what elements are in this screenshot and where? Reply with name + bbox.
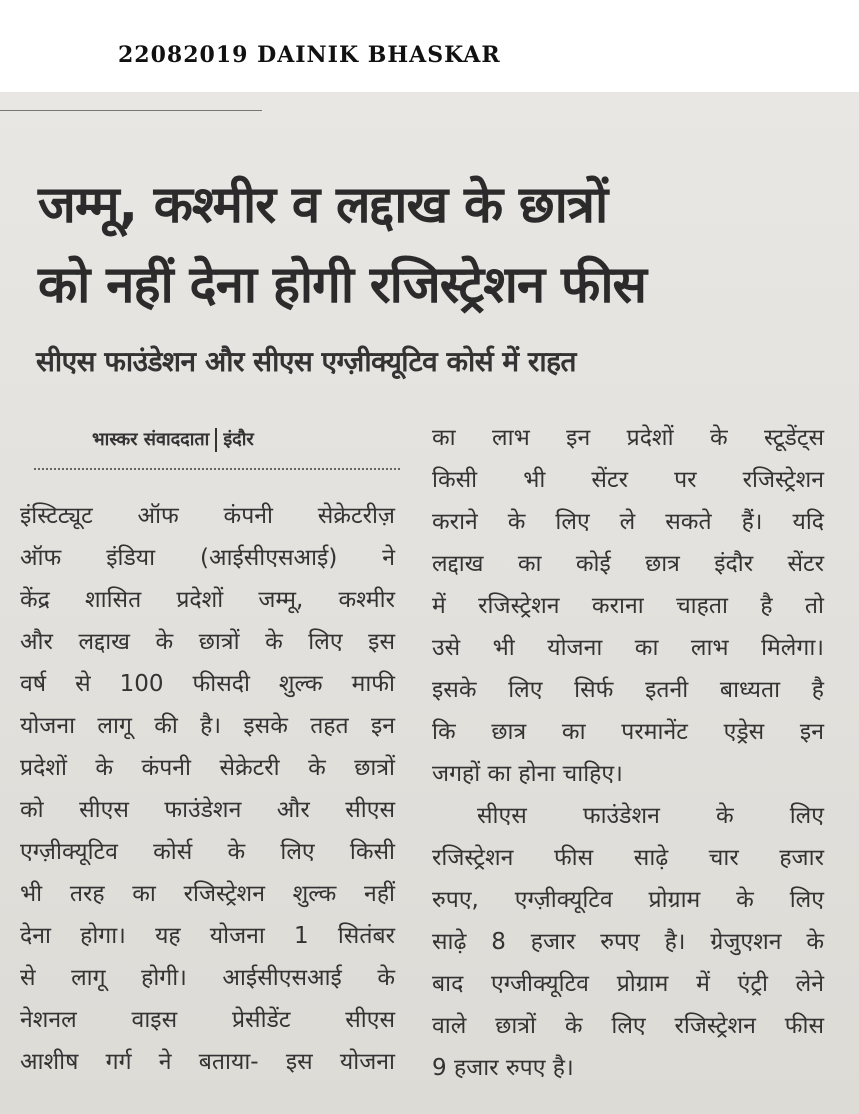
headline-line-2: को नहीं देना होगी रजिस्ट्रेशन फीस xyxy=(38,256,647,315)
column-1-line: भी तरह का रजिस्ट्रेशन शुल्क नहीं xyxy=(20,881,395,907)
column-2-line: लद्दाख का कोई छात्र इंदौर सेंटर xyxy=(432,551,824,577)
column-1-line: और लद्दाख के छात्रों के लिए इस xyxy=(20,629,395,655)
column-1-line: से लागू होगी। आईसीएसआई के xyxy=(20,965,395,991)
source-caption: 22082019 DAINIK BHASKAR xyxy=(118,42,501,68)
article-column-2 xyxy=(432,417,824,1089)
column-2-line: बाद एग्जीक्यूटिव प्रोग्राम में एंट्री लेने xyxy=(432,971,824,997)
column-2-line: कि छात्र का परमानेंट एड्रेस इन xyxy=(432,719,824,745)
city: इंदौर xyxy=(223,429,254,450)
column-2-line: जगहों का होना चाहिए। xyxy=(432,761,623,787)
headline-line-1: जम्मू, कश्मीर व लद्दाख के छात्रों xyxy=(38,176,608,235)
column-1-line: केंद्र शासित प्रदेशों जम्मू, कश्मीर xyxy=(20,587,395,613)
byline-separator xyxy=(215,428,217,452)
column-2-line: साढ़े 8 हजार रुपए है। ग्रेजुएशन के xyxy=(432,929,824,955)
column-2-line: कराने के लिए ले सकते हैं। यदि xyxy=(432,509,824,535)
article-column-1 xyxy=(20,495,395,1083)
column-1-line: देना होगा। यह योजना 1 सितंबर xyxy=(20,923,395,949)
column-1-line: एग्ज़ीक्यूटिव कोर्स के लिए किसी xyxy=(20,839,395,865)
column-1-line: प्रदेशों के कंपनी सेक्रेटरी के छात्रों xyxy=(20,755,395,781)
subheadline: सीएस फाउंडेशन और सीएस एग्ज़ीक्यूटिव कोर्स में राहत xyxy=(36,345,576,378)
column-1-line: योजना लागू की है। इसके तहत इन xyxy=(20,713,395,739)
reporter: भास्कर संवाददाता xyxy=(92,429,210,450)
newspaper-clipping xyxy=(0,92,859,1114)
column-2-line: का लाभ इन प्रदेशों के स्टूडेंट्स xyxy=(432,425,824,451)
headline xyxy=(38,166,818,326)
column-1-line: इंस्टिट्यूट ऑफ कंपनी सेक्रेटरीज़ xyxy=(20,503,395,529)
column-1-line: ऑफ इंडिया (आईसीएसआई) ने xyxy=(20,545,395,571)
column-2-line: किसी भी सेंटर पर रजिस्ट्रेशन xyxy=(432,467,824,493)
divider xyxy=(0,110,262,111)
column-2-line: रजिस्ट्रेशन फीस साढ़े चार हजार xyxy=(432,845,824,871)
byline xyxy=(92,427,254,452)
column-1-line: वर्ष से 100 फीसदी शुल्क माफी xyxy=(20,671,395,697)
column-2-line: वाले छात्रों के लिए रजिस्ट्रेशन फीस xyxy=(432,1013,824,1039)
column-2-line: इसके लिए सिर्फ इतनी बाध्यता है xyxy=(432,677,824,703)
column-2-line: उसे भी योजना का लाभ मिलेगा। xyxy=(432,635,824,661)
column-2-line: सीएस फाउंडेशन के लिए xyxy=(477,803,824,829)
column-2-line: रुपए, एग्ज़ीक्यूटिव प्रोग्राम के लिए xyxy=(432,887,824,913)
column-1-line: नेशनल वाइस प्रेसीडेंट सीएस xyxy=(20,1007,395,1033)
column-1-line: को सीएस फाउंडेशन और सीएस xyxy=(20,797,395,823)
column-1-line: आशीष गर्ग ने बताया- इस योजना xyxy=(20,1049,395,1075)
dotted-divider xyxy=(34,468,400,470)
column-2-line: में रजिस्ट्रेशन कराना चाहता है तो xyxy=(432,593,824,619)
column-2-line: 9 हजार रुपए है। xyxy=(432,1055,574,1081)
